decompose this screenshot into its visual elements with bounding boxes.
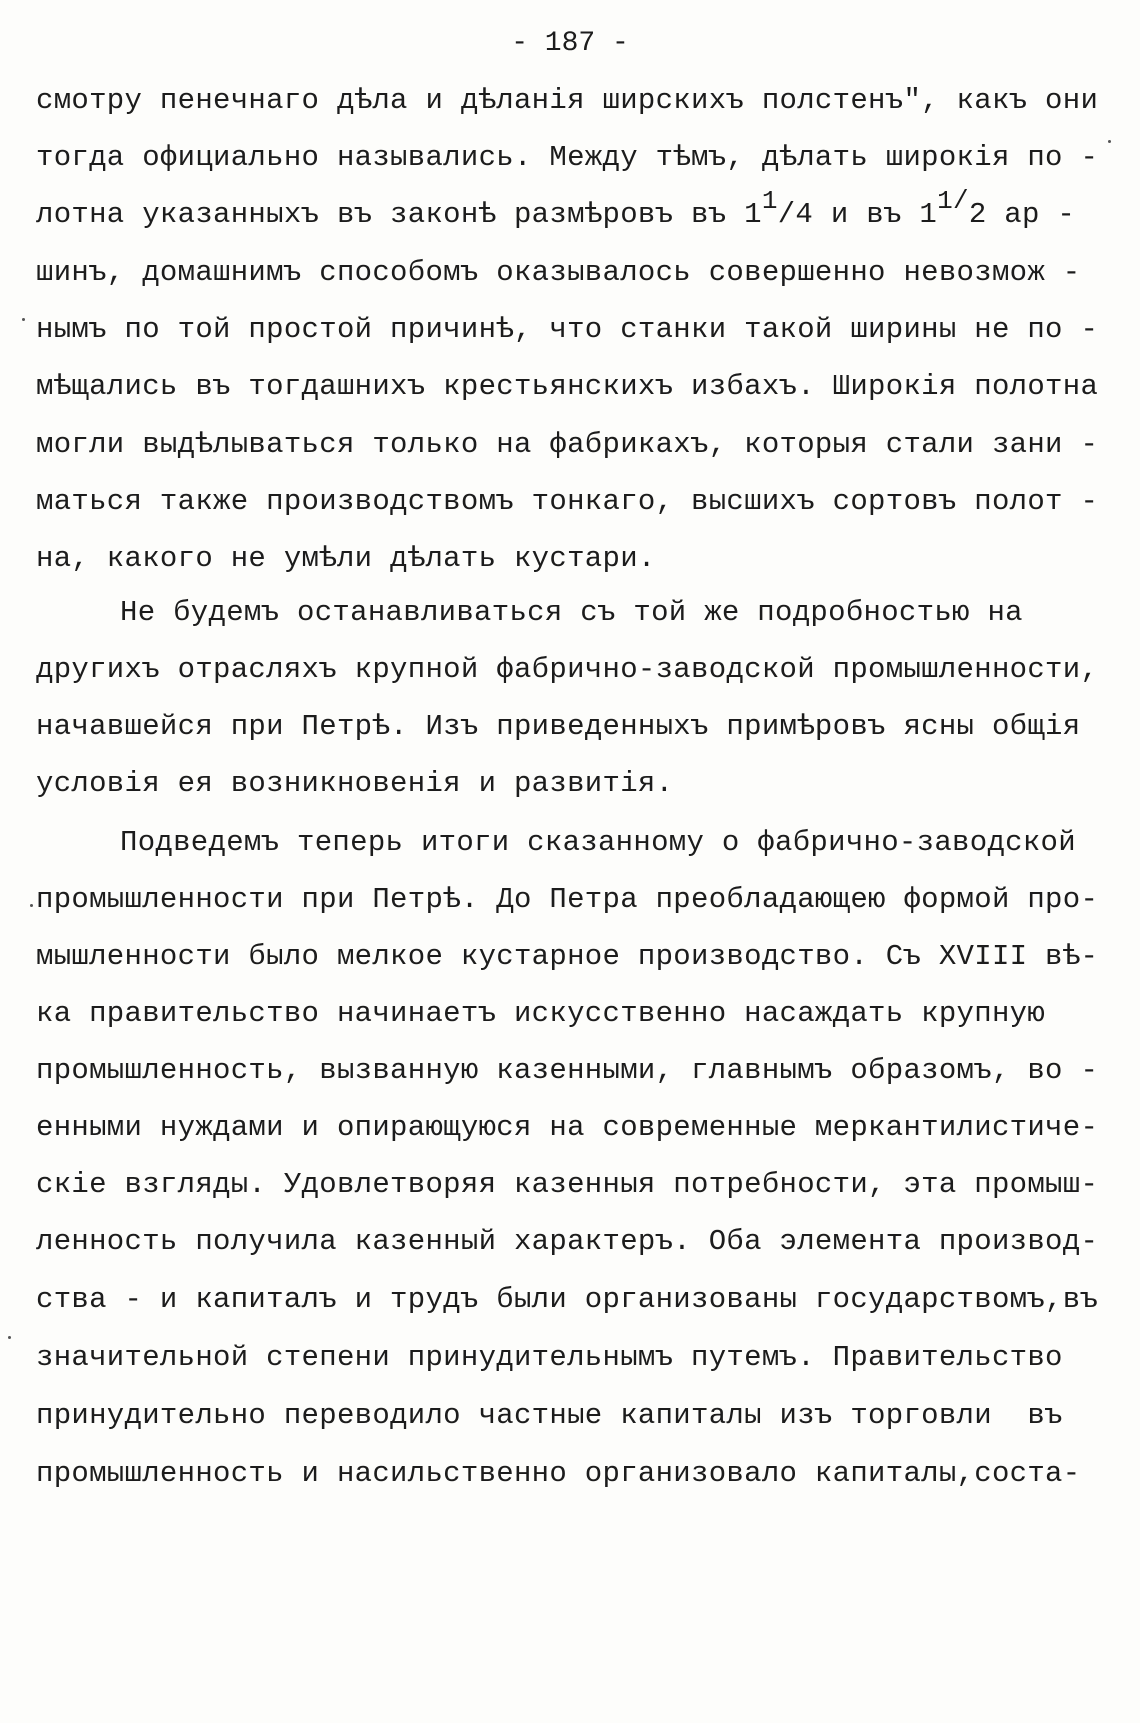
text-line: тогда официально назывались. Между тѣмъ, дѣлать широкія по - [36, 141, 1099, 174]
text-line: ка правительство начинаетъ искусственно насаждать крупную [36, 997, 1046, 1030]
paragraph-start: Подведемъ теперь итоги сказанному о фабрично-заводской [120, 826, 1076, 859]
text-line: на, какого не умѣли дѣлать кустари. [36, 542, 656, 575]
text-line: промышленности при Петрѣ. До Петра преобладающею формой про- [36, 883, 1099, 916]
fraction-denominator: 2 [968, 198, 987, 231]
text-line: ленность получила казенный характеръ. Оба элемента производ- [36, 1225, 1099, 1258]
text-line: смотру пенечнаго дѣла и дѣланія ширскихъ полстенъ", какъ они [36, 84, 1099, 117]
text-line: промышленность, вызванную казенными, главнымъ образомъ, во - [36, 1054, 1099, 1087]
page-number: - 187 - [511, 28, 629, 59]
text-line: ства - и капиталъ и трудъ были организованы государствомъ,въ [36, 1283, 1099, 1316]
fraction-numerator: 1/ [937, 186, 969, 216]
fraction-numerator: 1 [761, 186, 778, 216]
text-segment: ар - [986, 198, 1076, 231]
text-line: скіе взгляды. Удовлетворяя казенныя потребности, эта промыш- [36, 1168, 1099, 1201]
text-line: могли выдѣлываться только на фабрикахъ, которыя стали зани - [36, 428, 1099, 461]
text-line: принудительно переводило частные капиталы изъ торговли въ [36, 1399, 1063, 1432]
scan-speck [1108, 140, 1111, 143]
text-line: начавшейся при Петрѣ. Изъ приведенныхъ примѣровъ ясны общія [36, 710, 1081, 743]
text-line: шинъ, домашнимъ способомъ оказывалось совершенно невозмож - [36, 256, 1081, 289]
fraction-denominator: /4 [777, 198, 814, 231]
text-line: маться также производствомъ тонкаго, высшихъ сортовъ полот - [36, 485, 1099, 518]
text-line: мѣщались въ тогдашнихъ крестьянскихъ избахъ. Широкія полотна [36, 370, 1099, 403]
text-line: значительной степени принудительнымъ путемъ. Правительство [36, 1341, 1063, 1374]
paragraph-start: Не будемъ останавливаться съ той же подробностью на [120, 596, 1023, 629]
text-line: мышленности было мелкое кустарное производство. Съ XVIII вѣ- [36, 940, 1099, 973]
text-line: енными нуждами и опирающуюся на современные меркантилистиче- [36, 1111, 1099, 1144]
scan-speck [8, 1336, 11, 1339]
text-segment: и въ [813, 198, 920, 231]
scan-speck [30, 904, 33, 907]
text-line: другихъ отрасляхъ крупной фабрично-заводской промышленности, [36, 653, 1099, 686]
text-line-fractions [36, 186, 1076, 231]
text-line: нымъ по той простой причинѣ, что станки такой ширины не по - [36, 313, 1099, 346]
text-line: условія ея возникновенія и развитія. [36, 767, 674, 800]
fraction-whole: 1 [919, 198, 938, 231]
text-segment: лотна указанныхъ въ законѣ размѣровъ въ [36, 198, 745, 231]
text-line: промышленность и насильственно организовало капиталы,соста- [36, 1457, 1081, 1490]
scan-speck [22, 318, 25, 321]
fraction-whole: 1 [744, 198, 762, 231]
